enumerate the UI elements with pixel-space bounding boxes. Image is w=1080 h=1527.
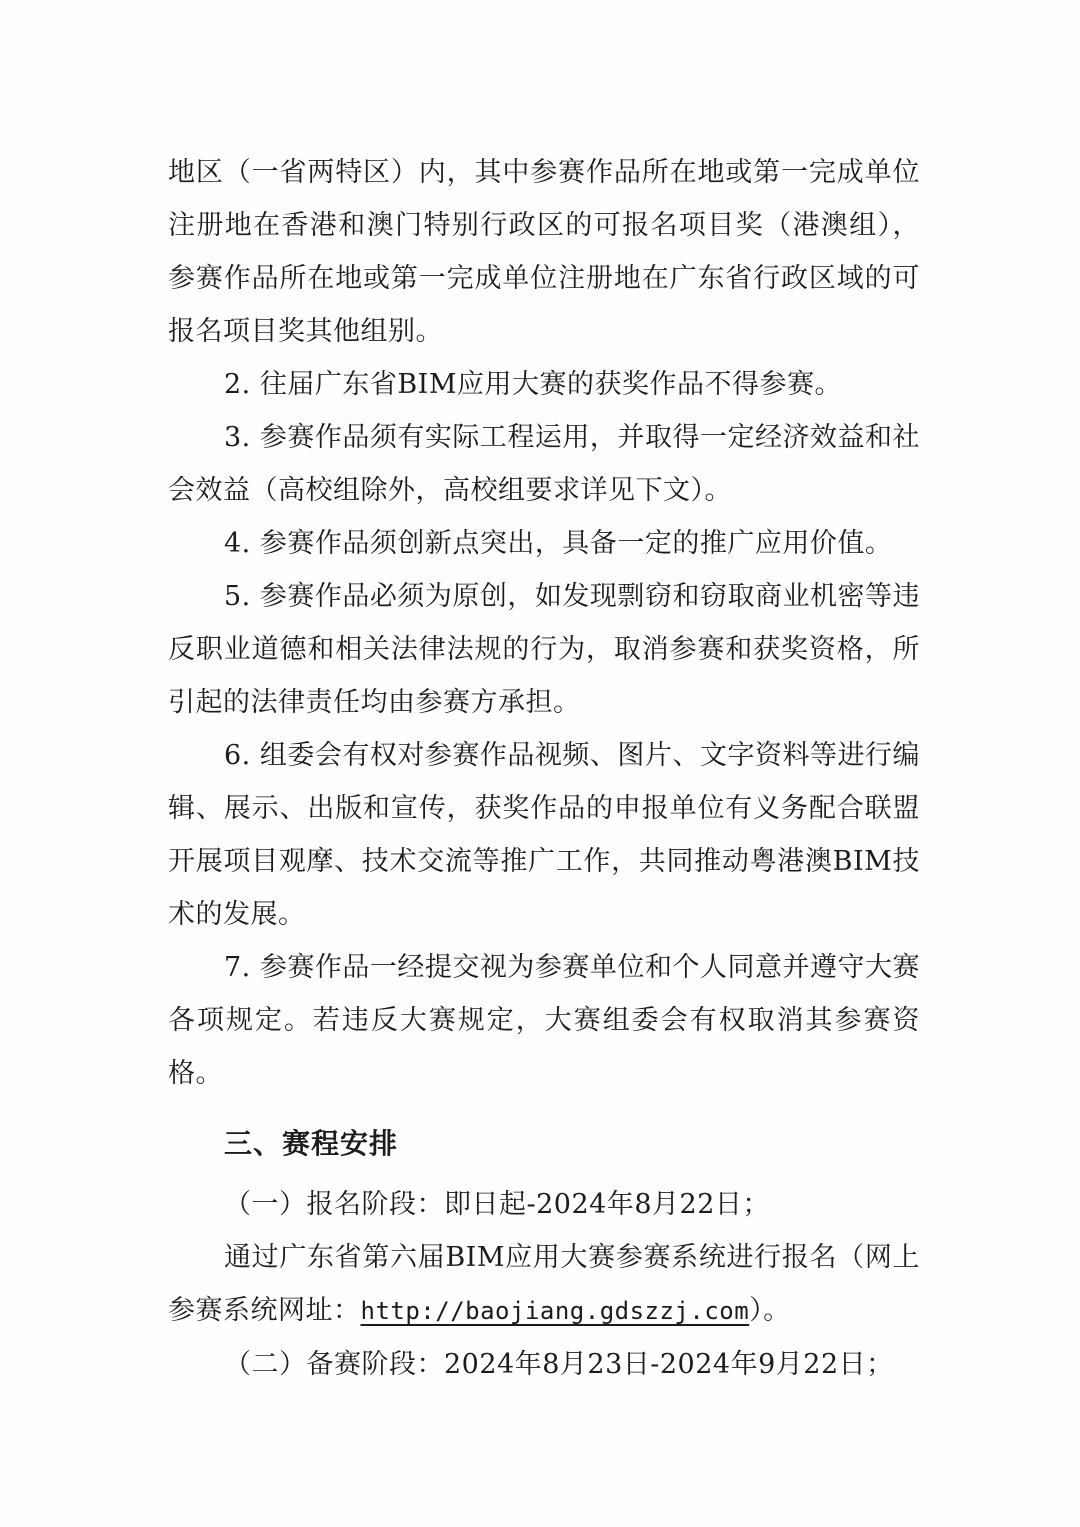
- registration-link[interactable]: http://baojiang.gdszzj.com: [360, 1297, 750, 1325]
- stage-preparation: （二）备赛阶段：2024年8月23日-2024年9月22日；: [224, 1349, 894, 1380]
- stage-registration: （一）报名阶段：即日起-2024年8月22日；: [224, 1189, 770, 1220]
- paragraph-region-scope: 地区（一省两特区）内，其中参赛作品所在地或第一完成单位注册地在香港和澳门特别行政区的可报名项目奖（港澳组），参赛作品所在地或第一完成单位注册地在广东省行政区域的可报名项目奖其他组别。: [168, 157, 920, 347]
- paragraph-rule-3: 3. 参赛作品须有实际工程运用，并取得一定经济效益和社会效益（高校组除外，高校组要求详见下文）。: [168, 422, 920, 506]
- paragraph-rule-7: 7. 参赛作品一经提交视为参赛单位和个人同意并遵守大赛各项规定。若违反大赛规定，大赛组委会有权取消其参赛资格。: [168, 952, 920, 1089]
- paragraph-rule-2: 2. 往届广东省BIM应用大赛的获奖作品不得参赛。: [224, 369, 842, 400]
- paragraph-rule-6: 6. 组委会有权对参赛作品视频、图片、文字资料等进行编辑、展示、出版和宣传，获奖作品的申报单位有义务配合联盟开展项目观摩、技术交流等推广工作，共同推动粤港澳BIM技术的发展。: [168, 740, 920, 930]
- section-heading-schedule: 三、赛程安排: [224, 1127, 399, 1160]
- paragraph-rule-4: 4. 参赛作品须创新点突出，具备一定的推广应用价值。: [224, 528, 893, 559]
- registration-end: ）。: [749, 1295, 791, 1326]
- registration-text: 通过广东省第六届BIM应用大赛参赛系统进行报名（网上参赛系统网址：: [168, 1242, 920, 1326]
- document-body: [168, 146, 920, 1391]
- paragraph-rule-5: 5. 参赛作品必须为原创，如发现剽窃和窃取商业机密等违反职业道德和相关法律法规的行为，取消参赛和获奖资格，所引起的法律责任均由参赛方承担。: [168, 581, 920, 718]
- registration-paragraph: [168, 1231, 920, 1338]
